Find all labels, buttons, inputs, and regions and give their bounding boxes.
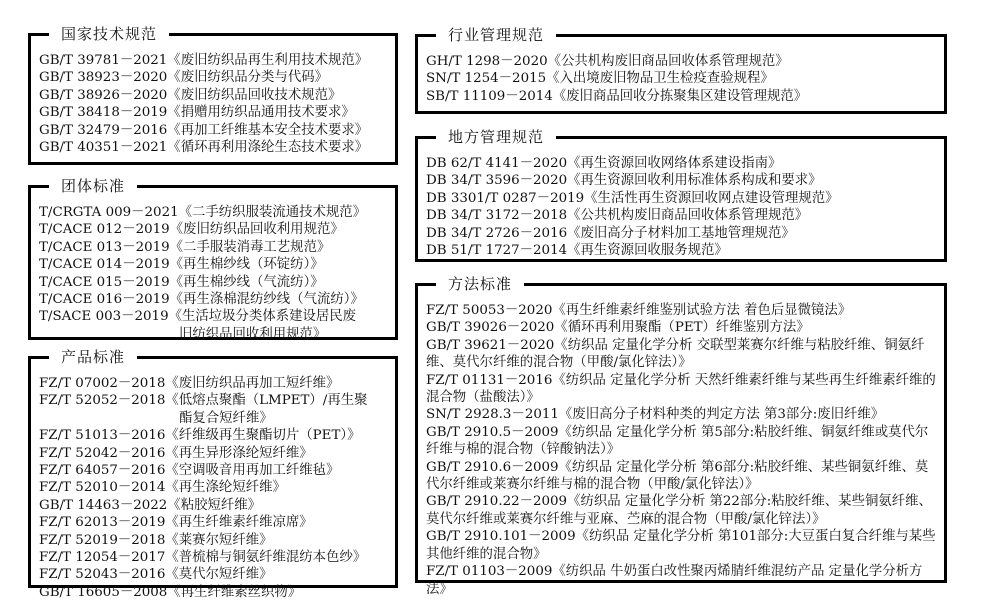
list-item: FZ/T 51013－2016《纤维级再生聚酯切片（PET）》 — [39, 428, 361, 444]
list-item: FZ/T 12054－2017《普梳棉与铜氨纤维混纺本色纱》 — [39, 550, 367, 566]
list-item: GB/T 39621－2020《纺织品 定量化学分析 交联型莱赛尔纤维与粘胶纤维、铜氨纤维、莫代尔纤维的混合物（甲酸/氯化锌法）》 — [426, 337, 925, 371]
method-standards-box — [415, 275, 947, 597]
list-item: T/CACE 013－2019《二手服装消毒工艺规范》 — [39, 239, 331, 255]
local-standards-box — [415, 128, 947, 262]
list-item: GB/T 2910.5－2009《纺织品 定量化学分析 第5部分:粘胶纤维、铜氨纤维或莫代尔纤维与棉的混合物（锌酸钠法）》 — [426, 424, 929, 458]
list-item: GB/T 40351－2021《循环再利用涤纶生态技术要求》 — [39, 140, 369, 156]
national-standards-title: 国家技术规范 — [49, 25, 169, 43]
list-item: GB/T 14463－2022《粘胶短纤维》 — [39, 497, 262, 513]
list-item-text: T/SACE 003－2019《生活垃圾分类体系建设居民废 — [39, 309, 357, 325]
list-item: DB 34/T 3172－2018《公共机构废旧商品回收体系管理规范》 — [426, 208, 809, 224]
list-item: SB/T 11109－2014《废旧商品回收分拣聚集区建设管理规范》 — [426, 88, 808, 104]
list-item: GB/T 16605－2008《再生纤维素丝织物》 — [39, 584, 302, 600]
list-item: GB/T 39781－2021《废旧纺织品再生利用技术规范》 — [39, 53, 369, 68]
list-item: GB/T 2910.22－2009《纺织品 定量化学分析 第22部分:粘胶纤维、某些铜氨纤维、莫代尔纤维或莱赛尔纤维与亚麻、苎麻的混合物（甲酸/氯化锌法）》 — [426, 494, 932, 527]
industry-standards-box — [415, 26, 947, 114]
industry-standards-title: 行业管理规范 — [436, 26, 556, 44]
list-item: SN/T 2928.3－2011《废旧高分子材料种类的判定方法 第3部分:废旧纤维》 — [426, 407, 885, 423]
method-standards-list — [426, 302, 938, 598]
list-item: FZ/T 07002－2018《废旧纺织品再加工短纤维》 — [39, 376, 340, 391]
list-item: GB/T 38926－2020《废旧纺织品回收技术规范》 — [39, 87, 342, 103]
list-item-continuation: 酯复合短纤维》 — [179, 410, 273, 426]
list-item: T/CRGTA 009－2021《二手纺织服装流通技术规范》 — [39, 205, 367, 220]
list-item: FZ/T 01103－2009《纺织品 牛奶蛋白改性聚丙烯腈纤维混纺产品 定量化学分析方法》 — [426, 564, 923, 597]
list-item: T/CACE 014－2019《再生棉纱线（环锭纺）》 — [39, 257, 324, 273]
list-item: FZ/T 62013－2019《再生纤维素纤维凉席》 — [39, 515, 313, 531]
list-item — [39, 392, 389, 427]
product-standards-title: 产品标准 — [49, 348, 137, 366]
list-item: FZ/T 01131－2016《纺织品 定量化学分析 天然纤维素纤维与某些再生纤维素纤维的混合物（盐酸法）》 — [426, 372, 936, 406]
list-item: FZ/T 52042－2016《再生异形涤纶短纤维》 — [39, 445, 313, 461]
list-item: FZ/T 50053－2020《再生纤维素纤维鉴别试验方法 着色后显微镜法》 — [426, 303, 852, 318]
local-standards-title: 地方管理规范 — [436, 128, 556, 146]
list-item: FZ/T 52019－2018《莱赛尔短纤维》 — [39, 532, 273, 548]
list-item-continuation: 旧纺织品回收利用规范》 — [179, 326, 327, 342]
list-item: T/CACE 012－2019《废旧纺织品回收利用规范》 — [39, 222, 344, 238]
list-item: GB/T 38418－2019《捐赠用纺织品通用技术要求》 — [39, 105, 355, 121]
group-standards-box — [28, 177, 398, 342]
list-item: FZ/T 64057－2016《空调吸音用再加工纤维毡》 — [39, 463, 340, 479]
group-standards-list — [39, 204, 389, 343]
list-item: T/CACE 015－2019《再生棉纱线（气流纺）》 — [39, 274, 324, 290]
list-item: SN/T 1254－2015《入出境废旧物品卫生检疫查验规程》 — [426, 71, 774, 87]
list-item: DB 51/T 1727－2014《再生资源回收服务规范》 — [426, 243, 728, 259]
product-standards-list — [39, 375, 389, 601]
list-item: GB/T 2910.101－2009《纺织品 定量化学分析 第101部分:大豆蛋白复合纤维与某些其他纤维的混合物》 — [426, 529, 936, 562]
product-standards-box — [28, 348, 398, 600]
list-item: GB/T 39026－2020《循环再利用聚酯（PET）纤维鉴别方法》 — [426, 320, 810, 336]
list-item: GB/T 38923－2020《废旧纺织品分类与代码》 — [39, 70, 328, 86]
list-item: DB 3301/T 0287－2019《生活性再生资源回收网点建设管理规范》 — [426, 190, 839, 206]
list-item: FZ/T 52010－2014《再生涤纶短纤维》 — [39, 480, 286, 496]
list-item: DB 34/T 3596－2020《再生资源回收利用标准体系构成和要求》 — [426, 173, 822, 189]
list-item-text: FZ/T 52052－2018《低熔点聚酯（LMPET）/再生聚 — [39, 393, 368, 409]
list-item: T/CACE 016－2019《再生涤棉混纺纱线（气流纺）》 — [39, 292, 364, 308]
list-item: DB 62/T 4141－2020《再生资源回收网络体系建设指南》 — [426, 156, 782, 171]
list-item: GB/T 32479－2016《再加工纤维基本安全技术要求》 — [39, 122, 369, 138]
industry-standards-list — [426, 53, 938, 105]
list-item: GB/T 2910.6－2009《纺织品 定量化学分析 第6部分:粘胶纤维、某些铜氨纤维、莫代尔纤维或莱赛尔纤维与棉的混合物（甲酸/氯化锌法）》 — [426, 459, 929, 493]
list-item — [39, 308, 389, 343]
list-item: FZ/T 52043－2016《莫代尔短纤维》 — [39, 567, 273, 583]
local-standards-list — [426, 155, 938, 259]
national-standards-list — [39, 52, 389, 156]
method-standards-title: 方法标准 — [436, 275, 524, 293]
group-standards-title: 团体标准 — [49, 177, 137, 195]
national-standards-box — [28, 25, 398, 165]
list-item: DB 34/T 2726－2016《废旧高分子材料加工基地管理规范》 — [426, 225, 795, 241]
list-item: GH/T 1298－2020《公共机构废旧商品回收体系管理规范》 — [426, 54, 789, 69]
